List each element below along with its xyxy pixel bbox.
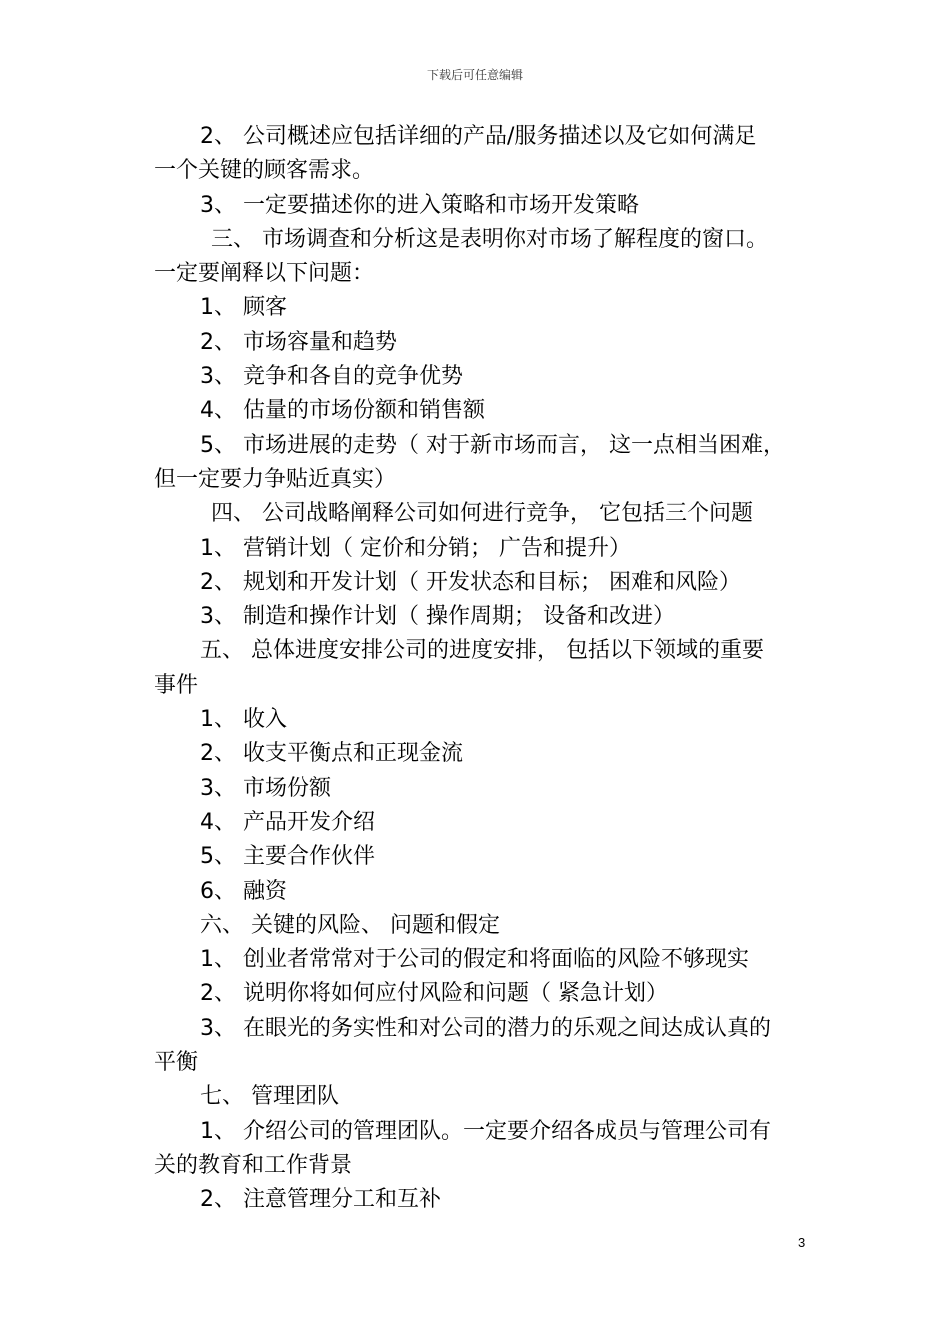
text-line: 平衡 [154, 1050, 199, 1076]
text-line: 一定要阐释以下问题： [154, 261, 375, 287]
list-item: 2、 市场容量和趋势 [200, 329, 397, 355]
list-item: 2、 说明你将如何应付风险和问题（ 紧急计划） [200, 981, 668, 1007]
text-line: 但一定要力争贴近真实） [154, 466, 397, 492]
section-heading: 三、 市场调查和分析这是表明你对市场了解程度的窗口。 [211, 226, 768, 252]
text-line: 2、 公司概述应包括详细的产品/服务描述以及它如何满足 [200, 124, 757, 149]
section-heading: 七、 管理团队 [200, 1084, 339, 1110]
list-item: 3、 在眼光的务实性和对公司的潜力的乐观之间达成认真的 [200, 1015, 771, 1041]
list-item: 1、 创业者常常对于公司的假定和将面临的风险不够现实 [200, 947, 749, 973]
text-line: 事件 [154, 672, 199, 698]
list-item: 4、 估量的市场份额和销售额 [200, 398, 485, 424]
list-item: 3、 制造和操作计划（ 操作周期； 设备和改进） [200, 604, 675, 630]
list-item: 3、 竞争和各自的竞争优势 [200, 364, 463, 390]
list-item: 6、 融资 [200, 878, 287, 904]
list-item: 1、 营销计划（ 定价和分销； 广告和提升） [200, 535, 631, 561]
section-heading: 五、 总体进度安排公司的进度安排， 包括以下领域的重要 [200, 638, 764, 664]
document-body [154, 120, 814, 1218]
section-heading: 六、 关键的风险、 问题和假定 [200, 912, 500, 938]
list-item: 2、 规划和开发计划（ 开发状态和目标； 困难和风险） [200, 569, 741, 595]
list-item: 1、 介绍公司的管理团队。一定要介绍各成员与管理公司有 [200, 1118, 771, 1144]
text-line: 一个关键的顾客需求。 [154, 158, 375, 184]
list-item: 2、 收支平衡点和正现金流 [200, 741, 463, 767]
list-item: 2、 注意管理分工和互补 [200, 1187, 441, 1213]
list-item: 5、 市场进展的走势（ 对于新市场而言， 这一点相当困难， [200, 432, 785, 458]
list-item: 1、 顾客 [200, 295, 287, 321]
text-line: 3、 一定要描述你的进入策略和市场开发策略 [200, 192, 639, 218]
list-item: 4、 产品开发介绍 [200, 809, 375, 835]
list-item: 1、 收入 [200, 707, 287, 733]
page-header: 下载后可任意编辑 [426, 68, 523, 82]
text-line: 关的教育和工作背景 [154, 1152, 353, 1178]
list-item: 5、 主要合作伙伴 [200, 844, 375, 870]
page-number: 3 [798, 1235, 806, 1250]
list-item: 3、 市场份额 [200, 775, 331, 801]
section-heading: 四、 公司战略阐释公司如何进行竞争， 它包括三个问题 [211, 501, 753, 527]
